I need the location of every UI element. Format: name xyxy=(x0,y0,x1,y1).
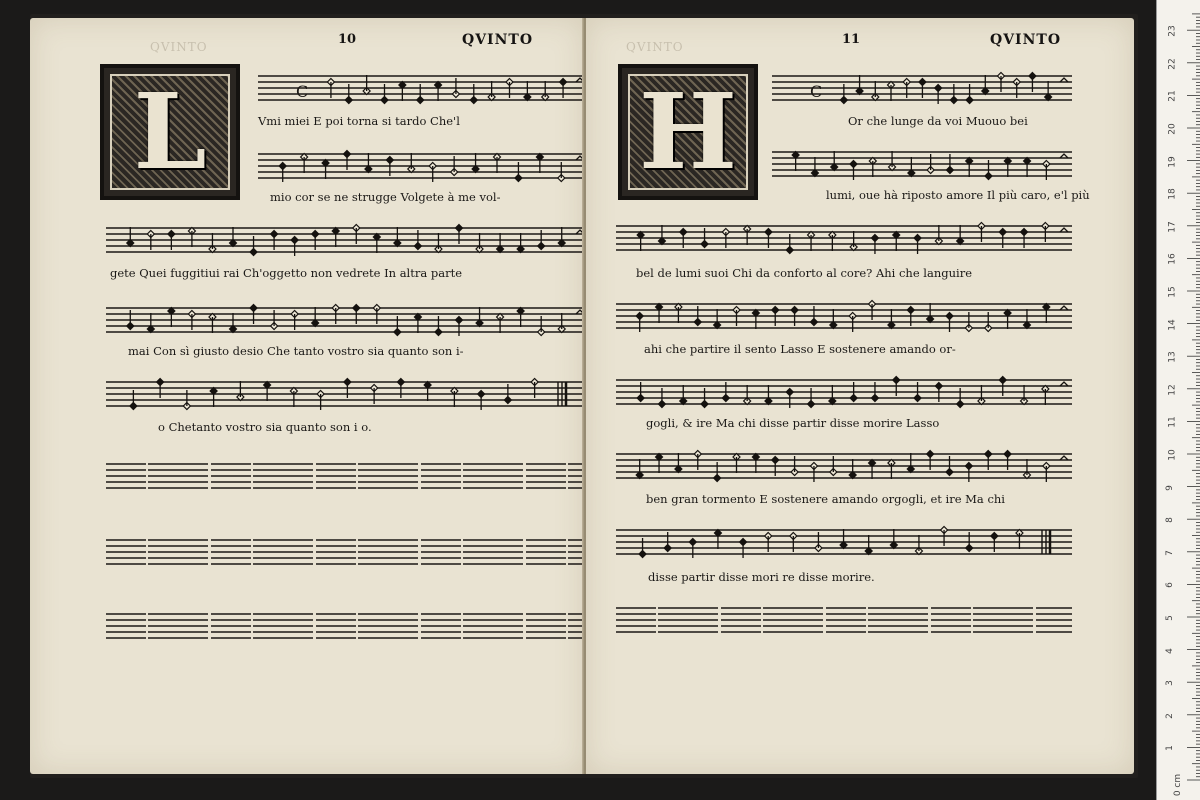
ruler-cm-label: 10 xyxy=(1167,449,1178,461)
lyric-line: mio cor se ne strugge Volgete à me vol- xyxy=(270,190,501,204)
left-initial-letter: L xyxy=(133,70,207,193)
empty-staff xyxy=(106,526,584,572)
ruler-cm-label: 14 xyxy=(1167,318,1178,331)
ruler-unit-label: 0 cm xyxy=(1173,773,1184,797)
ruler-cm-label: 8 xyxy=(1164,517,1175,524)
ruler-cm-label: 5 xyxy=(1164,615,1175,621)
music-staff xyxy=(616,366,1072,412)
ruler-cm-label: 1 xyxy=(1164,745,1175,752)
ruler-cm-label: 4 xyxy=(1164,647,1175,654)
left-page xyxy=(30,18,584,774)
ruler-cm-label: 11 xyxy=(1167,416,1178,429)
music-staff xyxy=(258,140,584,186)
left-page-header: QVINTO xyxy=(462,32,534,48)
ruler-cm-label: 3 xyxy=(1164,680,1175,687)
left-page-number: 10 xyxy=(338,32,357,47)
empty-staff xyxy=(106,600,584,646)
time-signature-glyph: C xyxy=(810,82,823,101)
empty-staff xyxy=(616,594,1072,640)
ruler-cm-label: 7 xyxy=(1164,549,1175,556)
lyric-line: gete Quei fuggitiui rai Ch'oggetto non vedrete In altra parte xyxy=(110,266,463,280)
ruler-cm-label: 22 xyxy=(1167,58,1178,70)
ruler-cm-label: 20 xyxy=(1167,123,1178,135)
music-staff xyxy=(616,212,1072,258)
right-initial-letter: H xyxy=(638,70,738,193)
lyric-line: disse partir disse mori re disse morire. xyxy=(648,570,875,584)
lyric-line: ahi che partire il sento Lasso E sostenere amando or- xyxy=(644,342,956,356)
music-staff xyxy=(106,214,584,260)
music-staff xyxy=(616,440,1072,486)
empty-staff xyxy=(106,450,584,496)
music-staff xyxy=(106,368,584,414)
measurement-ruler xyxy=(1156,0,1200,800)
music-staff xyxy=(616,516,1072,562)
lyric-line: Or che lunge da voi Muouo bei xyxy=(848,114,1028,128)
ruler-cm-label: 16 xyxy=(1167,253,1178,266)
right-mirror-header: QVINTO xyxy=(626,40,684,54)
ruler-cm-label: 19 xyxy=(1167,155,1178,168)
lyric-line: bel de lumi suoi Chi da conforto al core? Ahi che languire xyxy=(636,266,972,280)
right-page-header: QVINTO xyxy=(990,32,1062,48)
time-signature-glyph: C xyxy=(296,82,309,101)
lyric-line: Vmi miei E poi torna si tardo Che'l xyxy=(258,114,460,128)
ruler-cm-label: 13 xyxy=(1167,351,1178,363)
right-page-number: 11 xyxy=(842,32,861,47)
music-staff xyxy=(106,294,584,340)
open-book xyxy=(30,14,1138,778)
ruler-cm-label: 17 xyxy=(1167,221,1178,233)
ruler-cm-label: 12 xyxy=(1167,384,1178,396)
lyric-line: ben gran tormento E sostenere amando orgogli, et ire Ma chi xyxy=(646,492,1005,506)
ruler-cm-label: 18 xyxy=(1167,188,1178,200)
music-staff xyxy=(616,290,1072,336)
lyric-line: gogli, & ire Ma chi disse partir disse morire Lasso xyxy=(646,416,940,430)
music-staff xyxy=(772,138,1072,184)
ruler-cm-label: 23 xyxy=(1167,25,1178,37)
ruler-cm-label: 15 xyxy=(1167,286,1178,298)
left-initial-woodcut xyxy=(100,64,240,200)
right-initial-woodcut xyxy=(618,64,758,200)
right-page xyxy=(586,18,1134,774)
ruler-cm-label: 9 xyxy=(1164,484,1175,491)
ruler-cm-label: 2 xyxy=(1164,712,1175,719)
lyric-line: mai Con sì giusto desio Che tanto vostro sia quanto son i- xyxy=(128,344,464,358)
lyric-line: lumi, oue hà riposto amore Il più caro, e'l più xyxy=(826,188,1090,202)
lyric-line: o Chetanto vostro sia quanto son i o. xyxy=(158,420,372,434)
music-staff xyxy=(258,62,584,108)
ruler-cm-label: 21 xyxy=(1167,90,1178,103)
music-staff xyxy=(772,62,1072,108)
ruler-cm-label: 6 xyxy=(1164,582,1175,589)
left-mirror-header: QVINTO xyxy=(150,40,208,54)
